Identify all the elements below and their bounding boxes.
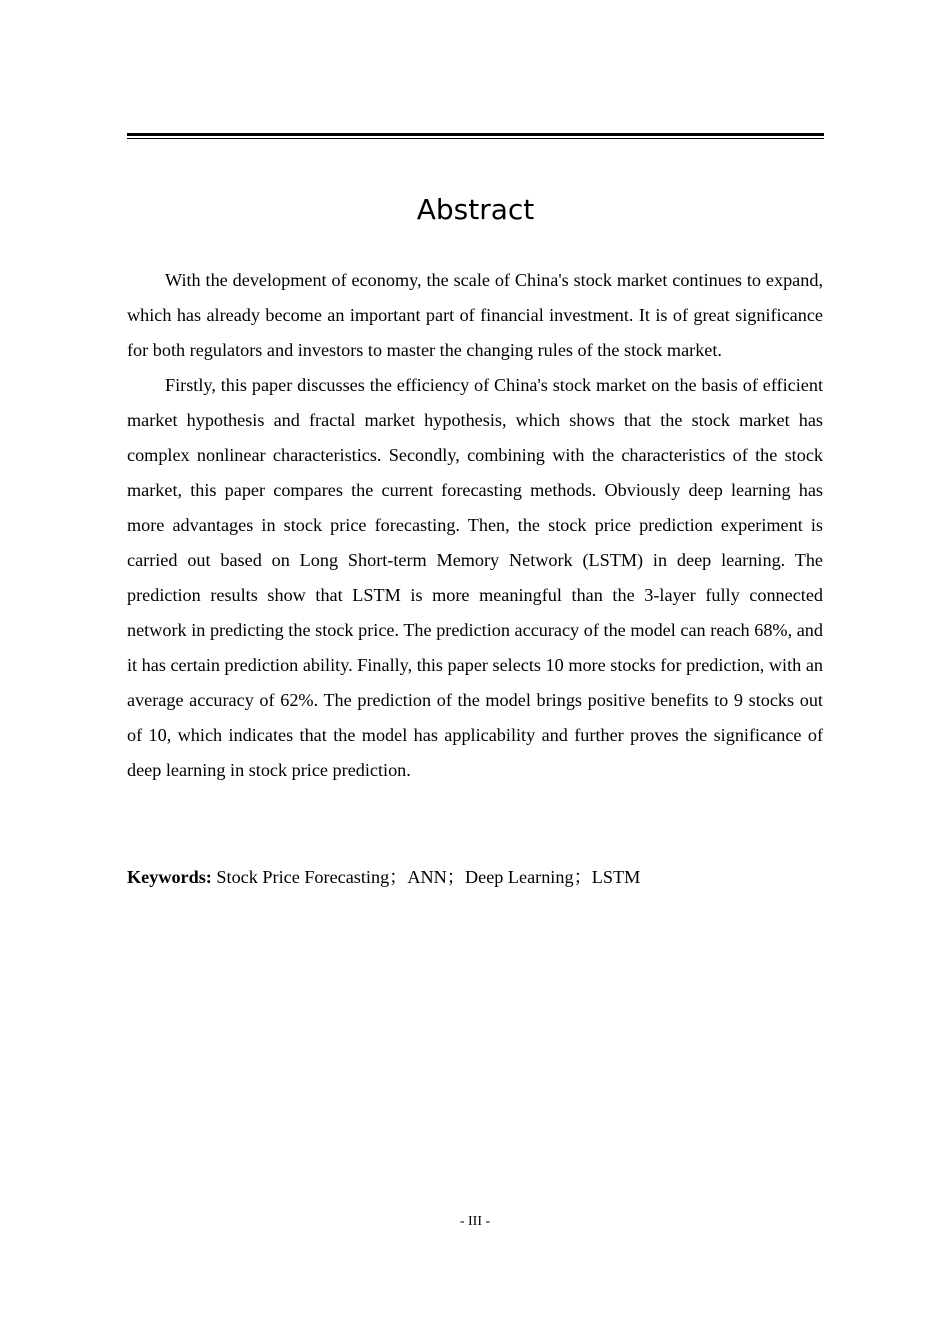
keywords-line bbox=[127, 860, 823, 895]
keyword-separator: ； bbox=[389, 867, 408, 887]
abstract-paragraph-2: Firstly, this paper discusses the efficiency of China's stock market on the basis of efficient market hypothesis and fractal market hypothesis, which shows that the stock market has complex nonlinear characteristics. Secondly, combining with the characteristics of the stock market, this paper compares the current forecasting methods. Obviously deep learning has more advantages in stock price forecasting. Then, the stock price prediction experiment is carried out based on Long Short-term Memory Network (LSTM) in deep learning. The prediction results show that LSTM is more meaningful than the 3-layer fully connected network in predicting the stock price. The prediction accuracy of the model can reach 68%, and it has certain prediction ability. Finally, this paper selects 10 more stocks for prediction, with an average accuracy of 62%. The prediction of the model brings positive benefits to 9 stocks out of 10, which indicates that the model has applicability and further proves the significance of deep learning in stock price prediction. bbox=[127, 375, 823, 780]
header-rule-thick-line bbox=[127, 133, 824, 136]
header-rule-thin-line bbox=[127, 138, 824, 139]
abstract-paragraph-1: With the development of economy, the scale of China's stock market continues to expand, which has already become an important part of financial investment. It is of great significance for both regulators and investors to master the changing rules of the stock market. bbox=[127, 270, 823, 360]
keywords-label: Keywords: bbox=[127, 867, 212, 887]
abstract-title: Abstract bbox=[416, 193, 535, 226]
keyword-item: Deep Learning bbox=[464, 867, 574, 887]
abstract-body bbox=[127, 263, 823, 788]
page-number: - III - bbox=[459, 1214, 491, 1229]
keyword-item: Stock Price Forecasting bbox=[216, 867, 390, 887]
keyword-separator: ； bbox=[446, 867, 465, 887]
header-rule bbox=[127, 133, 824, 139]
keyword-item: LSTM bbox=[591, 867, 641, 887]
keyword-item: ANN bbox=[407, 867, 447, 887]
keyword-separator: ； bbox=[573, 867, 592, 887]
